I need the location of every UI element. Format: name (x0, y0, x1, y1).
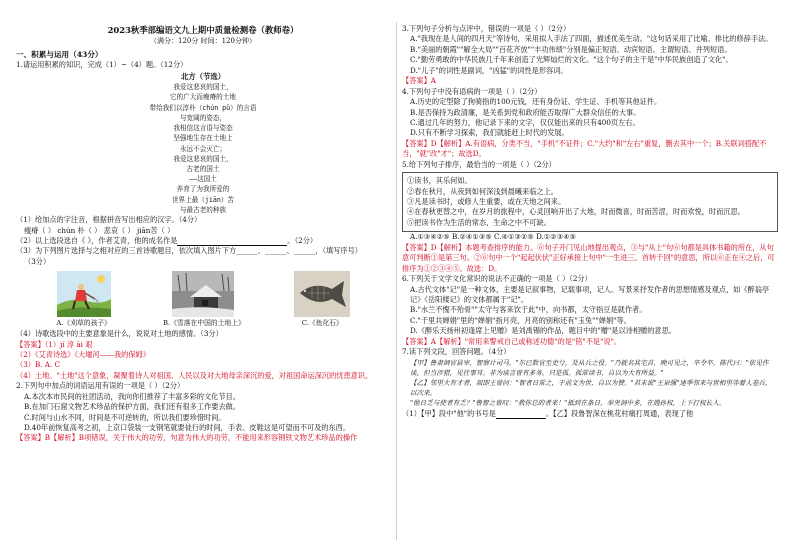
answer-4: 【答案】D【解析】A.有语病，分类不当，"手机"不证件；C."大约"和"左右"重复，删去其中一个；B.关联词搭配不当，"就"改"才"；故选D。 (402, 138, 767, 159)
question-7-1-tail: 。【乙】段鲁智深在桃花村痛打周通，表现了他 (545, 408, 694, 418)
answer-blank (177, 238, 287, 246)
sentence-item: ①读书，其乐何如。 (407, 176, 472, 186)
answer-blank (496, 411, 546, 419)
reading-passage-b: 【乙】邻里大有才者，叔即王曾问："智者日常之，于前文为世，自以为赞。"君未说"王泉强"速季邻来与世相里等着人卷兵，以次来。 (410, 379, 772, 398)
column-divider (396, 22, 397, 540)
question-5-options: A.①③④②⑤ B.②④①③⑤ C.④①③②⑤ D.①②③④⑤ (410, 232, 577, 242)
question-3-option: C."勤劳勇敢的中华民族几千年来创造了光辉灿烂的文化。"这个句子的主干是"中华民族创造了文化"。 (410, 55, 733, 65)
question-5-sentences (402, 172, 778, 232)
poem-line: 坚强地生存在土地上 (173, 134, 233, 143)
question-1-1-words: 瘦瘠（ ） chún 朴（ ） 悲哀（ ） jiān苦（ ） (24, 225, 175, 235)
answer-1-4: （4）土地。"土地"这个意象，凝聚着诗人对祖国、人民以及对大地母亲深沉的爱，对祖国命运深沉的忧患意识。 (16, 370, 373, 380)
question-3-option: D."儿子"的词性是副词，"凶猛"的词性是形容词。 (410, 65, 568, 75)
poem-line: 我爱这悲哀的国土， (173, 154, 233, 163)
poem-line: 养育了为我所爱的 (176, 185, 230, 194)
answer-3: 【答案】A (402, 76, 436, 86)
question-1-2-tail: 。（2分） (287, 235, 318, 245)
page-subtitle: （满分：120分 时间：120分钟） (150, 37, 256, 46)
answer-1-3: （3）B. A. C (16, 360, 61, 370)
question-6-option: C."千里共婵娟"里的"婵娟"指月亮，月亮的别称还有"玉兔""婵娟"等。 (410, 315, 631, 325)
question-4-option: B.是否保持为政清廉，是关系到党和政府能否取得广大群众信任的大事。 (410, 107, 641, 117)
section-heading: 一、积累与运用（43分） (16, 50, 103, 60)
fish-fossil-image (294, 271, 350, 317)
sentence-item: ②春在秋月，从夜到如何深浅到晨曦来临之上。 (407, 186, 558, 196)
question-6-option: D.《醉乐天扬州初逢席上见赠》是刘禹锡的作品，题目中的"赠"是以诗相赠的意思。 (410, 326, 676, 336)
poem-line: 我爱这悲哀的国土， (173, 83, 233, 92)
image-row (24, 271, 382, 329)
image-option-b (163, 271, 243, 329)
question-3-intro: 3.下列句子分析与点评中，错误的一项是（ ）（2分） (402, 24, 571, 33)
poem-line: 世界上最（jiān）苦 (171, 195, 235, 204)
left-column (16, 24, 390, 444)
question-1-2-text: （2）以上选段选自《 》，作者艾青，他的成名作是 (16, 235, 178, 245)
reading-passage-a: 【甲】鲁肃调官县宰，智察计司马。"尔已数官至吏兮，及从兵之役。"乃就名其宅首，晚可见之，卒令卒。陈代曰："依见作谈，但当涉猎，见往事耳。非为谈言曾有多务，只是孤。孤常读书，自以为大有所益。" (410, 358, 769, 377)
sentence-item: ③凡是读书时，或修人生重要，或在天地之间来。 (407, 197, 566, 206)
image-caption: B.《雪落在中国的土地上》 (162, 319, 245, 328)
question-1-1: （1）给加点的字注音，根据拼音写出相应的汉字。（4分） (16, 215, 202, 225)
question-2-intro: 2.下列句中加点的词语运用有误的一项是（ ）（2分） (16, 381, 185, 391)
poem-line: 与宽阔的姿态， (179, 113, 227, 122)
right-column (402, 24, 778, 419)
answer-5: 【答案】D【解析】本题考查排序的能力。⑥句子开门见山地提出观点，③与"从上"句⑥句都是具体书籍的所在，从句意可判断①是第三句。②⑥句中一个"起起伏伏"正好承接上句中"一生进三，首转千回"的意思，所以⑥正在④之后，可排序为①②③④⑤。故选：D。 (402, 242, 775, 273)
question-7-1-text: （1）【甲】段中"他"的书号是 (402, 408, 496, 418)
page-title: 2023秋季部编语文九上期中质量检测卷（教师卷） (107, 25, 299, 35)
question-7-1 (402, 409, 778, 419)
question-6-intro: 6.下列关于文学文化常识的说法不正确的一项是（ ）（2分） (402, 274, 592, 284)
question-7-intro: 7.读下列文段，回答问题。（4分） (402, 347, 511, 357)
boy-cutting-grass-image (57, 271, 111, 317)
image-option-a (44, 271, 124, 329)
poem-line: 永远不会灭亡； (179, 144, 227, 153)
poem-excerpt (16, 71, 390, 215)
poem-line: 古老的国土 (186, 164, 220, 173)
question-4-option: A.历史的定型除了狗骑指的100元钱，还有身份证、学生证、手机等其他证件。 (410, 97, 662, 107)
image-option-c (282, 271, 362, 329)
poem-line: 与最古老的种族 (179, 205, 227, 214)
question-2-option: D.40年前恢复高考之初，上京口袋装一支钢笔就要徒行的时间，手表、皮鞋这是可望而不可及的东西。 (24, 423, 351, 433)
question-1-4: （4）诗歌选段中的主要意象是什么，说说对土地的感情。（3分） (16, 329, 223, 339)
poem-line: 它的广大而瘦瘠的土地 (170, 93, 236, 102)
answer-6: 【答案】A【解析】"常用来警戒自己或称述功德"的是"铭"不是"说"。 (402, 336, 622, 346)
question-3-option: B."美丽的朝霞""解全大局""百花齐放""丰功伟绩"分别是偏正短语、动宾短语、主谓短语、并列短语。 (410, 44, 732, 54)
image-caption: C.《鱼化石》 (301, 319, 343, 328)
answer-1-1: 【答案】（1）jí 淳 āi 艰 (16, 339, 93, 349)
snowy-house-image (172, 271, 234, 317)
question-1-3-score: （3分） (24, 256, 51, 266)
question-1-intro: 1.请运用积累的知识，完成（1）~（4）题。（12分） (16, 60, 188, 70)
question-2-option: A.本次本市民间的社团活动，我向你们推荐了丰富多彩的文化节目。 (24, 391, 240, 401)
answer-2: 【答案】B【解析】B项错误，关于伟大的功劳，句意为伟大的功劳，不能用来形容钢铁文物艺术珍品的操作 (16, 433, 358, 443)
question-2-option: B.在加门石窟文物艺术珍品的保护方面，我们还有很多工作要去做。 (24, 402, 241, 412)
question-4-intro: 4.下列句子中没有语病的一项是（ ）（2分） (402, 86, 542, 96)
sentence-item: ④在春秋更替之中，在岁月的旅程中，心灵回响开出了大地，时而微喜，时而苦涩，时而欢悦，时而沉思。 (407, 207, 745, 217)
question-4-option: D.只有不断学习探索，我们就能赶上时代的发展。 (410, 128, 569, 138)
question-5-intro: 5.给下列句子排序，最恰当的一项是（ ）（2分） (402, 159, 556, 169)
question-6-option: B."水兰不愧不殆骨""太守与客来饮于此"中，向书都，太守指豆是就作者。 (410, 305, 647, 315)
poem-line: 我相信这言语与姿态 (173, 124, 233, 133)
question-6-option: A.古代文体"记"是一种文体，主要是记叙事物，记载事项，记人。写景来抒发作者的思想情感及观点，如《醉翁亭记》《岳阳楼记》的文体都属于"记"。 (410, 284, 770, 304)
poem-line: ——这国土 (189, 175, 217, 184)
question-1-2 (16, 236, 390, 246)
poem-line: 带给我们以淳朴（chún pǔ）的言语 (149, 103, 257, 112)
question-2-option: C.时间与山水不同，时间是不可逆转的，所以我们要珍惜时间。 (24, 412, 226, 422)
question-3-option: A."我现在是人间的四月天"等诗句，采用拟人手法了四面，描述优美生动。"这句话采用了比喻、排比的修辞手法。 (410, 34, 773, 44)
reading-passage-c: "他日乏与使者有乏？"鲁智之曾叹："教你总的者来！"抵到在条日，奉夹洞中多，在遇孙权，上下打权长人。 (410, 399, 726, 408)
sentence-item: ⑤把读书作为生活的常态，生命之中不可缺。 (407, 217, 551, 227)
question-1-3: （3）为下列图片选择与之相对应的三首诗歌题目，依次填入图片下方______、______、______，（填写序号） (16, 246, 362, 256)
question-4-option: C.通过几年的努力，他记录下来的文字，仅仅能出来的只有400页左右。 (410, 117, 640, 127)
image-caption: A.《刈草的孩子》 (56, 319, 111, 328)
answer-1-2: （2）《艾青诗选》《大堰河——我的保姆》 (16, 349, 150, 359)
poem-title: 北方（节选） (180, 71, 226, 81)
